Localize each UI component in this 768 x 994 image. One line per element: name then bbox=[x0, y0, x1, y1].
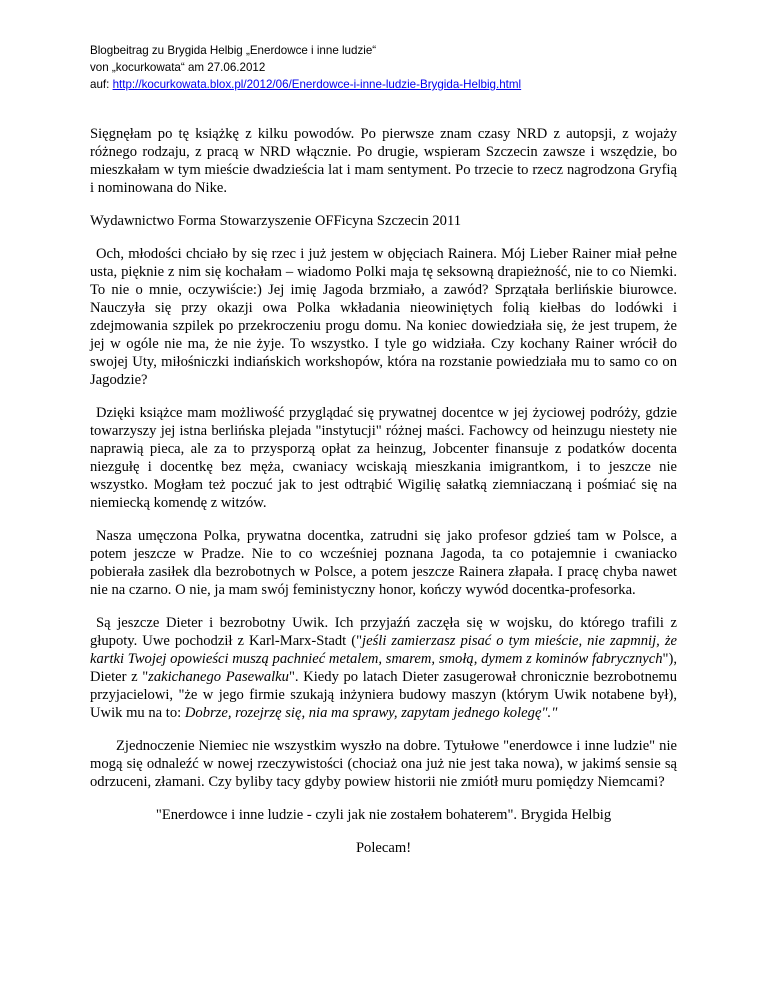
paragraph-zjednoczenie: Zjednoczenie Niemiec nie wszystkim wyszło na dobre. Tytułowe "enerdowce i inne ludzie" nie mogą się odnaleźć w nowej rzeczywistości (chociaż ona już nie jest taka nowa), w jakimś sensie są odrzuceni, złamani. Czy byliby tacy gdyby powiew historii nie zmiótł muru pomiędzy Niemcami? bbox=[90, 738, 677, 790]
article-body bbox=[90, 125, 677, 857]
dieter-quote-uwik: Dobrze, rozejrzę się, nia ma sprawy, zapytam jednego kolegę"." bbox=[184, 705, 558, 721]
paragraph-polka: Nasza umęczona Polka, prywatna docentka, zatrudni się jako profesor gdzieś tam w Polsce, a potem jeszcze w Pradze. Nie to co wcześniej poznana Jagoda, ta co potajemnie i cwaniacko pobierała zasiłek dla bezrobotnych w Polsce, a potem jeszcze Rainera złapała. I pracę chyba nawet nie na czarno. O nie, ja mam swój feministyczny honor, kończy wywód docentka-profesorka. bbox=[90, 528, 677, 598]
dieter-quote-pasewalk: zakichanego Pasewalku bbox=[148, 669, 289, 685]
source-link[interactable]: http://kocurkowata.blox.pl/2012/06/Enerdowce-i-inne-ludzie-Brygida-Helbig.html bbox=[112, 78, 522, 91]
paragraph-dieter-uwik bbox=[90, 614, 677, 722]
header-author-line: von „kocurkowata“ am 27.06.2012 bbox=[90, 61, 266, 74]
paragraph-publisher: Wydawnictwo Forma Stowarzyszenie OFFicyna Szczecin 2011 bbox=[90, 213, 462, 229]
header-source-prefix: auf: bbox=[90, 78, 113, 91]
recommendation: Polecam! bbox=[355, 840, 412, 856]
dieter-quote-city: jeśli zamierzasz pisać o tym mieście, nie zapmnij, że kartki Twojej opowieści muszą pachnieć metalem, smarem, smołą, dymem z kominów fabrycznych bbox=[90, 633, 677, 667]
dieter-text-a: Są jeszcze Dieter i bezrobotny Uwik. Ich przyjaźń zaczęła się w wojsku, do którego trafili z głupoty. Uwe pochodził z Karl-Marx-Stadt (" bbox=[90, 615, 677, 649]
header-source-line bbox=[90, 76, 730, 93]
paragraph-rainer: Och, młodości chciało by się rzec i już jestem w objęciach Rainera. Mój Lieber Rainer miał pełne usta, pięknie z nim się kochałam – wiadomo Polki maja tę seksowną drapieżność, nie to co Niemki. To nie o mnie, oczywiście:) Jej imię Jagoda brzmiało, a zawód? Sprzątała berlińskie biurowce. Nauczyła się przy okazji owa Polka wkładania nieowiniętych folią kiełbas do lodówki i zdejmowania szpilek po przekroczeniu progu domu. Na koniec dowiedziała się, że jest trupem, że jej w ogóle nie ma, że nie żyje. To wszystko. I tyle go widziała. Czy kochany Rainer wrócił do swojej Uty, miłośniczki indiańskich workshopów, która na rozstanie powiedziała mu to samo co on Jagodzie? bbox=[90, 246, 677, 388]
paragraph-docentka: Dzięki książce mam możliwość przyglądać się prywatnej docentce w jej życiowej podróży, gdzie towarzyszy jej istna berlińska plejada "instytucji" różnej maści. Fachowcy od heinzugu niestety nie naprawią pieca, ale za to przysporzą opłat za heinzug, Jobcenter finansuje z podatków docenta niezgułę i docentkę bez męża, cwaniacy wciskają mieszkania imigrantkom, i to jeszcze nie wszystko. Mogłam też poczuć jak to jest odtrąbić Wigilię sałatką ziemniaczaną i pośmiać się na niemiecką komendę z witzów. bbox=[90, 405, 677, 511]
book-title-line: "Enerdowce i inne ludzie - czyli jak nie zostałem bohaterem". Brygida Helbig bbox=[155, 807, 612, 823]
document-header bbox=[90, 42, 730, 93]
dieter-text-c: "), Dieter z " bbox=[90, 651, 677, 685]
header-title-line: Blogbeitrag zu Brygida Helbig „Enerdowce i inne ludzie“ bbox=[90, 44, 377, 57]
paragraph-intro: Sięgnęłam po tę książkę z kilku powodów. Po pierwsze znam czasy NRD z autopsji, z wojaży różnego rodzaju, z pracą w NRD włącznie. Po drugie, wspieram Szczecin zawsze i wszędzie, bo mieszkałam w tym mieście dwadzieścia lat i mam sentyment. Po trzecie to rzecz nagrodzona Gryfią i nominowana do Nike. bbox=[90, 126, 677, 196]
dieter-text-e: ". Kiedy po latach Dieter zasugerował chronicznie bezrobotnemu przyjacielowi, "że w jego firmie szukają inżyniera budowy maszyn (którym Uwik notabene był), Uwik mu na to: bbox=[90, 669, 677, 721]
